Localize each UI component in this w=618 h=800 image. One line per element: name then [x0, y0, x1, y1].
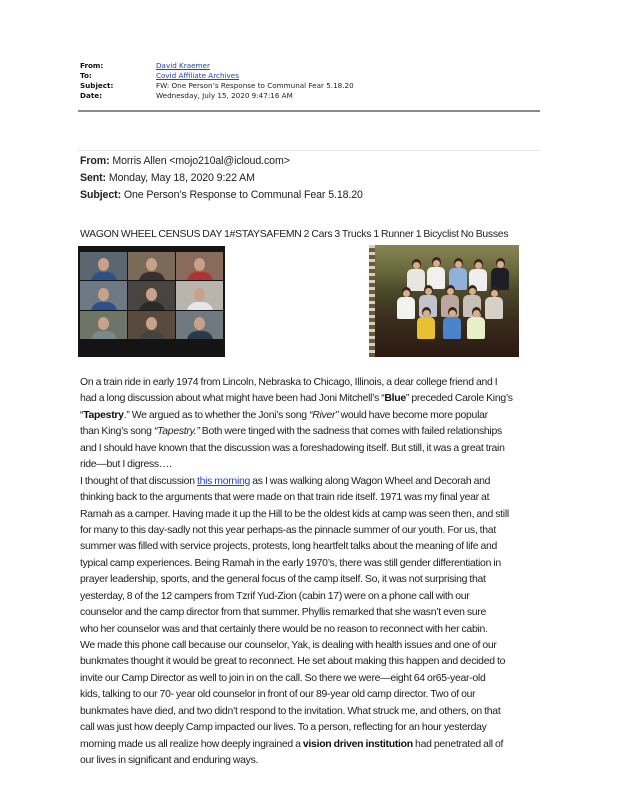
original-from-label: From:: [80, 155, 110, 167]
participant-head: [146, 317, 157, 330]
participant-body: [139, 331, 165, 339]
person-in-photo: [467, 307, 485, 341]
body-text-segment: “: [80, 409, 84, 421]
body-line: [80, 375, 550, 391]
face: [425, 288, 432, 295]
body-line: [80, 474, 550, 490]
participant-body: [187, 331, 213, 339]
forward-to-link[interactable]: Covid Affiliate Archives: [156, 71, 239, 80]
body-line: yesterday, 8 of the 12 campers from Tzrif Yud-Zion (cabin 17) were on a phone call with our: [80, 590, 470, 602]
forward-from-link[interactable]: David Kraemer: [156, 61, 210, 70]
body-line: [80, 391, 550, 407]
body-text-segment: morning made us all realize how deeply ingrained a: [80, 738, 303, 750]
original-from-value: Morris Allen <mojo210al@icloud.com>: [109, 155, 290, 167]
body-text-segment: would have become more popular: [338, 409, 488, 421]
original-message-divider: [78, 150, 540, 151]
body-line: thinking back to the arguments that were made on that train ride itself. 1971 was my final year at: [80, 492, 490, 504]
body-line: [80, 408, 550, 424]
vision-driven-institution-text: vision driven institution: [302, 738, 413, 750]
participant-head: [194, 288, 205, 301]
zoom-call-photo: [78, 246, 225, 357]
person-in-photo: [397, 287, 415, 321]
body-line: bunkmates thought it would be great to reconnect. He set about making this happen and decided to: [80, 656, 506, 668]
face: [497, 261, 504, 268]
participant-head: [98, 317, 109, 330]
original-message-header: [80, 153, 550, 204]
forward-to-label: To:: [80, 71, 92, 80]
forward-subject-row: [80, 81, 540, 91]
body-line: [80, 424, 550, 440]
video-tile: [176, 311, 223, 339]
body-text-segment: ride—but I digress….: [80, 459, 172, 471]
face: [447, 288, 454, 295]
body-line: invite our Camp Director as well to join in on the call. So there we were—eight 64 or65-year-old: [80, 672, 486, 684]
paragraph-train-ride: [80, 375, 550, 474]
body-line: Ramah as a camper. Having made it up the Hill to be the oldest kids at camp was seen then, and still: [80, 508, 509, 520]
forward-date-row: [80, 91, 540, 101]
original-subject-row: [80, 187, 550, 204]
body-line: summer was filled with service projects, protests, long heartfelt talks about the meaning of life and: [80, 541, 498, 553]
bold-title-text: Tapestry: [83, 409, 124, 421]
body-line: our lives in significant and enduring ways.: [80, 755, 259, 767]
body-text-segment: had penetrated all of: [412, 738, 504, 750]
body-text-segment: and I should have known that the discussion was a foreshadowing itself. But still, it was a great train: [80, 442, 505, 454]
face: [475, 262, 482, 269]
wagon-wheel-census-line: WAGON WHEEL CENSUS DAY 1#STAYSAFEMN 2 Cars 3 Trucks 1 Runner 1 Bicyclist No Busses: [80, 229, 509, 240]
video-tile: [80, 311, 127, 339]
person-in-photo: [443, 307, 461, 341]
body-line: typical camp experiences. Being Ramah in the early 1970’s, there was still gender differentiation in: [80, 557, 501, 569]
italic-title-text: “River”: [309, 409, 339, 421]
body-line: for many to this day-sadly not this year perhaps-as the pinnacle summer of our youth. For us, that: [80, 524, 496, 536]
body-text-segment: had a long discussion about what might have been had Joni Mitchell’s “: [80, 393, 385, 405]
body-text-segment: as I was walking along Wagon Wheel and Decorah and: [250, 475, 491, 487]
video-tile: [128, 252, 175, 280]
shirt: [467, 317, 485, 339]
shirt: [485, 297, 503, 319]
shirt: [397, 297, 415, 319]
video-tile: [176, 281, 223, 309]
shirt: [443, 317, 461, 339]
original-subject-label: Subject:: [80, 189, 121, 201]
body-text-segment: I thought of that discussion: [80, 475, 197, 487]
body-line: who her counselor was and that certainly there would be no reason to reconnect with her cabin.: [80, 623, 488, 635]
participant-head: [98, 258, 109, 271]
participant-body: [139, 272, 165, 280]
body-line: [80, 441, 550, 457]
original-subject-value: One Person’s Response to Communal Fear 5.18.20: [121, 189, 363, 201]
video-tile: [176, 252, 223, 280]
forward-header: [80, 61, 540, 101]
participant-body: [91, 302, 117, 310]
face: [455, 261, 462, 268]
video-tile: [80, 281, 127, 309]
body-text-segment: Both were tinged with the sadness that comes with failed relationships: [199, 426, 502, 438]
camp-group-photo: [369, 245, 519, 357]
body-line: bunkmates have died, and two didn’t respond to the invitation. What struck me, and others, on that: [80, 705, 501, 717]
person-in-photo: [485, 287, 503, 321]
this-morning-link[interactable]: this morning: [196, 475, 251, 487]
participant-head: [146, 288, 157, 301]
original-from-row: [80, 153, 550, 170]
body-line: [80, 737, 550, 753]
person-in-photo: [417, 307, 435, 341]
body-text-segment: ” preceded Carole King’s: [405, 393, 513, 405]
body-line: prayer leadership, sports, and the general focus of the camp itself. So, it was not surprising that: [80, 574, 486, 586]
body-text-segment: .” We argued as to whether the Joni’s song: [123, 409, 310, 421]
forward-date-label: Date:: [80, 91, 103, 100]
zoom-video-grid: [80, 252, 223, 339]
participant-head: [194, 317, 205, 330]
face: [403, 290, 410, 297]
video-tile: [128, 311, 175, 339]
original-sent-value: Monday, May 18, 2020 9:22 AM: [106, 172, 255, 184]
bold-title-text: Blue: [384, 393, 406, 405]
forward-subject-value: FW: One Person’s Response to Communal Fear 5.18.20: [156, 81, 354, 90]
body-line: We made this phone call because our counselor, Yak, is dealing with health issues and one of our: [80, 640, 497, 651]
face: [473, 310, 480, 317]
face: [413, 262, 420, 269]
face: [491, 290, 498, 297]
body-line: [80, 457, 550, 473]
participant-head: [194, 258, 205, 271]
photo-album-spiral: [369, 245, 375, 357]
participant-head: [98, 288, 109, 301]
header-divider: [78, 110, 540, 112]
face: [423, 310, 430, 317]
paragraph-camp-call: [80, 490, 550, 737]
italic-title-text: “Tapestry.”: [153, 426, 200, 438]
forward-subject-label: Subject:: [80, 81, 114, 90]
body-line: counselor and the camp director from that summer. Phyllis remarked that she wasn’t even sure: [80, 607, 487, 619]
body-text-segment: than King’s song: [80, 426, 154, 438]
body-line: kids, talking to our 70- year old counselor in front of our 89-year old camp director. Two of our: [80, 689, 476, 701]
original-sent-row: [80, 170, 550, 187]
forward-to-row: [80, 71, 540, 81]
original-sent-label: Sent:: [80, 172, 106, 184]
face: [469, 288, 476, 295]
face: [433, 260, 440, 267]
forward-date-value: Wednesday, July 15, 2020 9:47:16 AM: [156, 91, 293, 100]
participant-body: [91, 272, 117, 280]
email-body: [80, 375, 550, 770]
body-text-segment: On a train ride in early 1974 from Lincoln, Nebraska to Chicago, Illinois, a dear college friend and I: [80, 377, 498, 388]
participant-body: [187, 302, 213, 310]
video-tile: [128, 281, 175, 309]
video-tile: [80, 252, 127, 280]
participant-body: [187, 272, 213, 280]
forward-from-row: [80, 61, 540, 71]
participant-body: [139, 302, 165, 310]
participant-body: [91, 331, 117, 339]
shirt: [417, 317, 435, 339]
face: [449, 310, 456, 317]
body-line: call was just how deeply Camp impacted our lives. To a person, reflecting for an hour yesterday: [80, 722, 487, 734]
participant-head: [146, 258, 157, 271]
forward-from-label: From:: [80, 61, 104, 70]
